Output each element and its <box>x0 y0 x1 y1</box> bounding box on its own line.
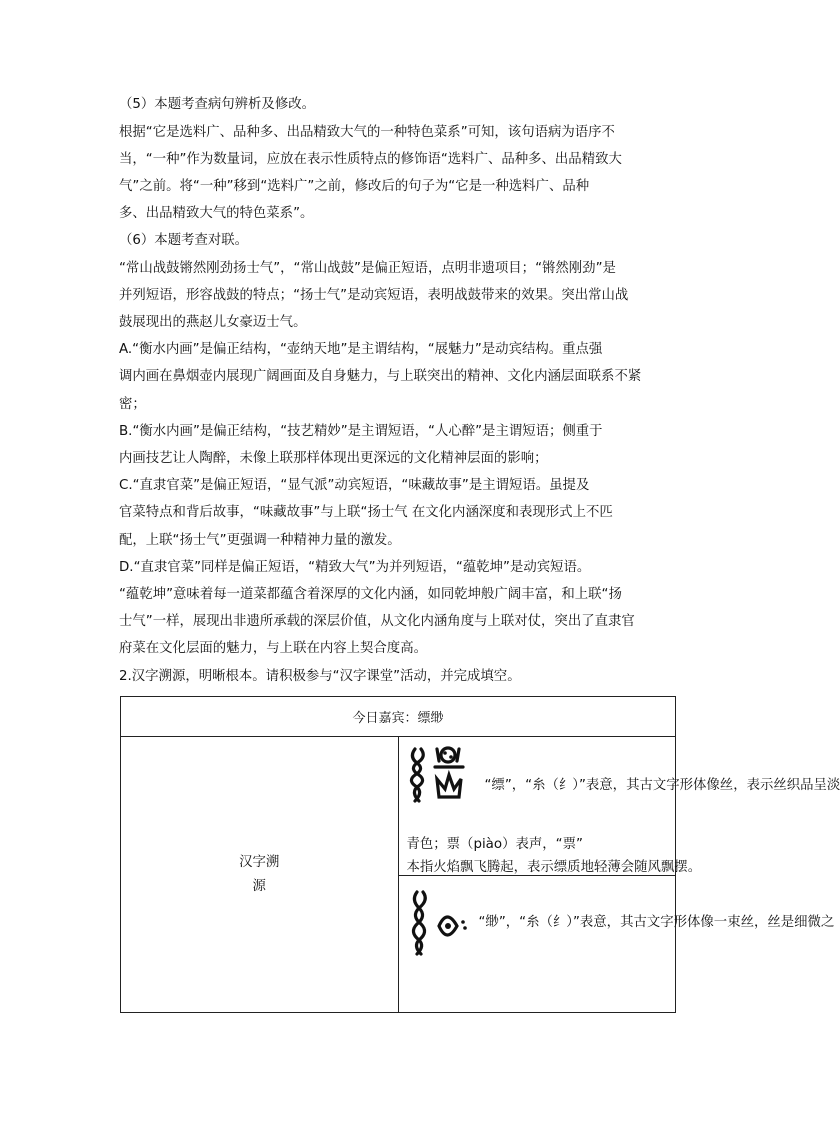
paragraph-line: 府菜在文化层面的魅力，与上联在内容上契合度高。 <box>119 641 427 656</box>
section-label-line-1: 汉字溯 <box>239 854 280 870</box>
entry-piao-line-2: 青色；票（piào）表声，“票” <box>406 837 583 852</box>
paragraph-line: 调内画在鼻烟壶内展现广阔画面及自身魅力，与上联突出的精神、文化内涵层面联系不紧 <box>119 369 642 384</box>
entry-piao-line-1: “缥”，“糸（纟）”表意，其古文字形体像丝，表示丝织品呈淡 <box>484 778 840 793</box>
paragraph-line: “常山战鼓锵然刚劲扬士气”，“常山战鼓”是偏正短语，点明非遗项目；“锵然刚劲”是 <box>119 261 616 276</box>
guest-header: 今日嘉宾：缥缈 <box>121 697 676 737</box>
hanzi-class-table <box>120 696 840 1013</box>
paragraph-line: 并列短语，形容战鼓的特点；“扬士气”是动宾短语，表明战鼓带来的效果。突出常山战 <box>119 288 629 303</box>
paragraph-line: 配，上联“扬士气”更强调一种精神力量的激发。 <box>119 533 401 548</box>
section-label <box>121 737 399 1013</box>
paragraph-line: 根据“它是选料广、品种多、出品精致大气的一种特色菜系”可知，该句语病为语序不 <box>119 125 615 140</box>
entry-miao-line-1: “缈”，“糸（纟）”表意，其古文字形体像一束丝，丝是细微之 <box>478 915 835 930</box>
ancient-piao-glyph-icon <box>407 745 469 803</box>
paragraph-line: 士气”一样，展现出非遗所承载的深层价值，从文化内涵角度与上联对仗，突出了直隶官 <box>119 614 635 629</box>
entry-miao <box>398 876 835 1013</box>
paragraph-line: B.“衡水内画”是偏正结构，“技艺精妙”是主谓短语，“人心醉”是主谓短语；侧重于 <box>119 424 603 439</box>
paragraph-line: （6）本题考查对联。 <box>119 233 249 248</box>
paragraph-line: 鼓展现出的燕赵儿女豪迈士气。 <box>119 315 307 330</box>
entry-piao <box>398 737 840 876</box>
paragraph-line: 密； <box>119 397 146 412</box>
paragraph-line: 当，“一种”作为数量词，应放在表示性质特点的修饰语“选料广、品种多、出品精致大 <box>119 152 622 167</box>
paragraph-line: （5）本题考查病句辨析及修改。 <box>119 97 315 112</box>
section-label-line-2: 源 <box>252 878 266 894</box>
paragraph-line: 气”之前。将“一种”移到“选料广”之前，修改后的句子为“它是一种选料广、品种 <box>119 179 590 194</box>
ancient-miao-glyph-icon <box>409 888 469 956</box>
paragraph-line: D.“直隶官菜”同样是偏正短语，“精致大气”为并列短语，“蕴乾坤”是动宾短语。 <box>119 560 591 575</box>
paragraph-line: A.“衡水内画”是偏正结构，“壶纳天地”是主谓结构，“展魅力”是动宾结构。重点强 <box>119 342 603 357</box>
paragraph-line: 多、出品精致大气的特色菜系”。 <box>119 206 314 221</box>
paragraph-line: C.“直隶官菜”是偏正短语，“显气派”动宾短语，“味藏故事”是主谓短语。虽提及 <box>119 478 590 493</box>
paragraph-line: 官菜特点和背后故事，“味藏故事”与上联“扬士气 在文化内涵深度和表现形式上不匹 <box>119 505 613 520</box>
paragraph-line: “蕴乾坤”意味着每一道菜都蕴含着深厚的文化内涵，如同乾坤般广阔丰富，和上联“扬 <box>119 587 622 602</box>
entry-piao-line-3: 本指火焰飘飞腾起，表示缥质地轻薄会随风飘摆。 <box>406 860 702 875</box>
paragraph-line: 内画技艺让人陶醉，未像上联那样体现出更深远的文化精神层面的影响； <box>119 451 548 466</box>
question-heading: 2.汉字溯源，明晰根本。请积极参与“汉字课堂”活动，并完成填空。 <box>119 669 521 684</box>
